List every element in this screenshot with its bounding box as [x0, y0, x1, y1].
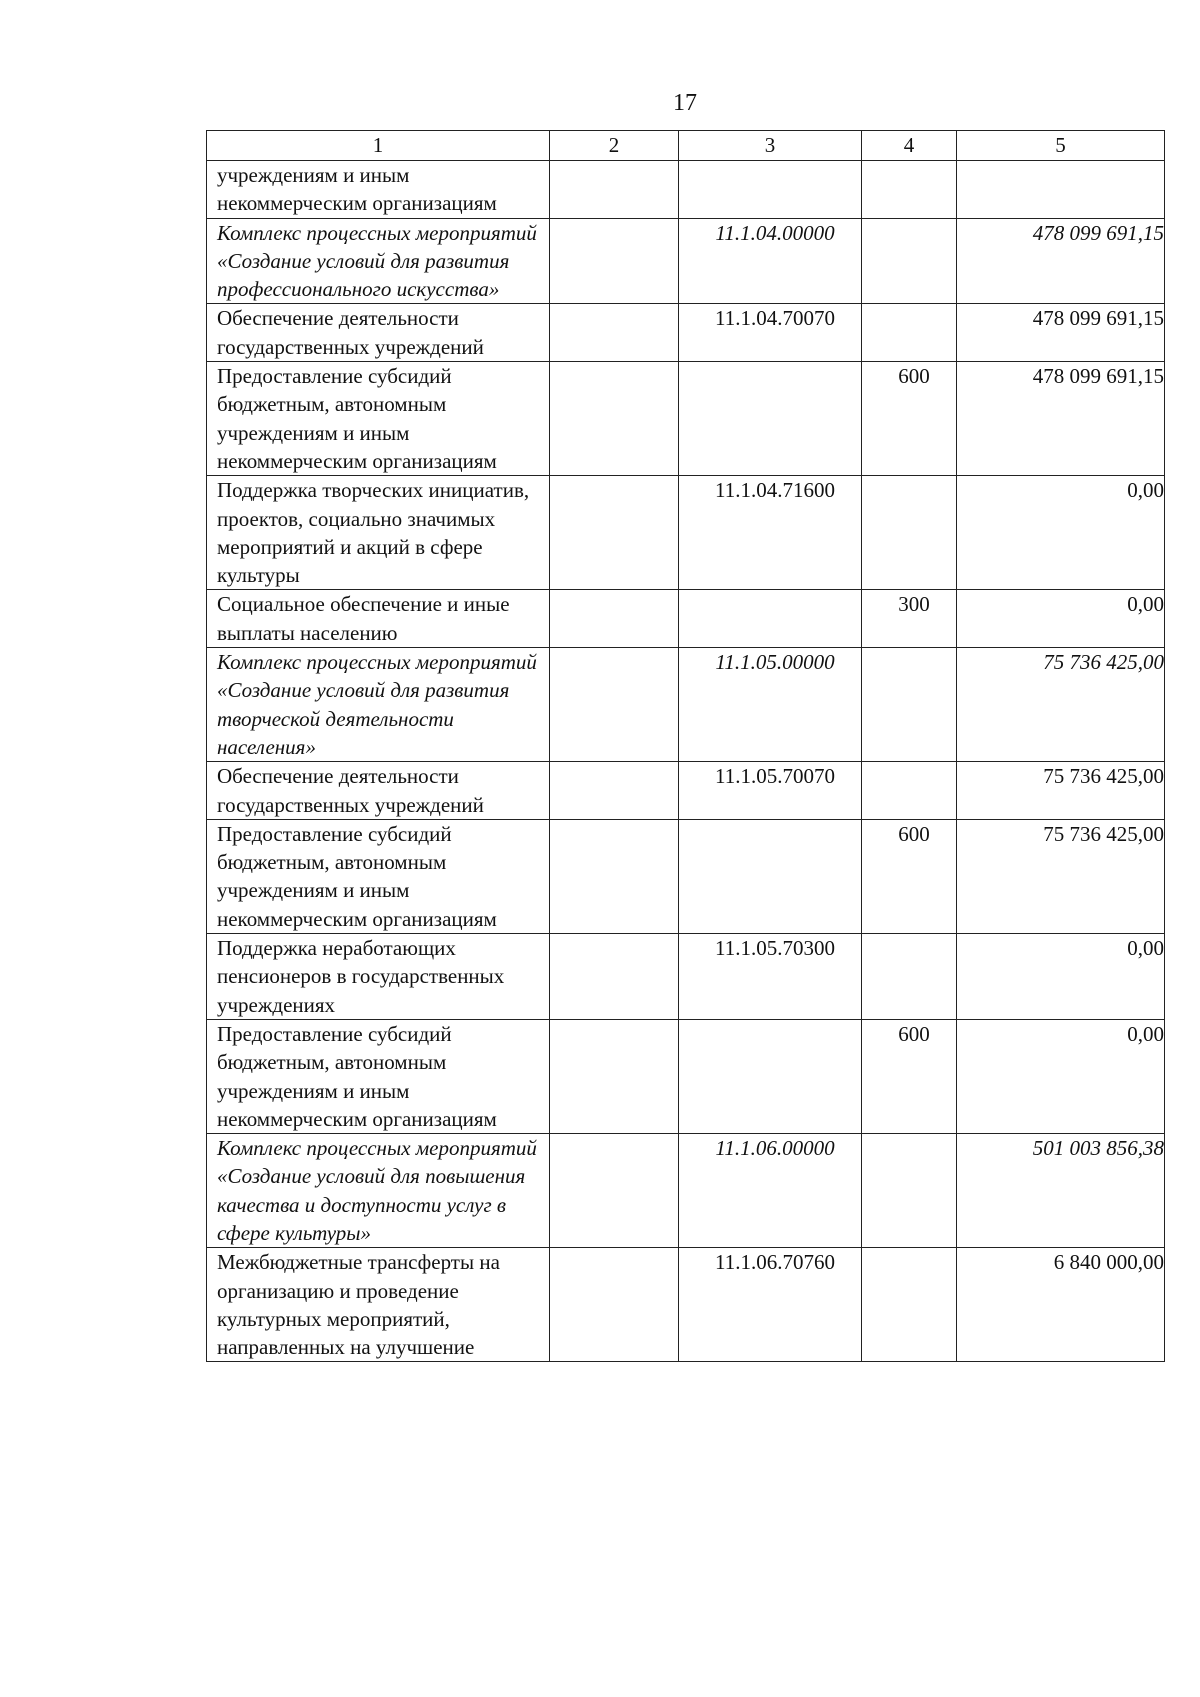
- row-code-cell: 11.1.06.70760: [679, 1248, 862, 1362]
- row-name-cell: Социальное обеспечение и иные выплаты населению: [207, 590, 550, 648]
- row-type-cell: 600: [862, 362, 957, 476]
- table-row: [207, 476, 1165, 590]
- row-col2-cell: [550, 590, 679, 648]
- row-sum-cell: 0,00: [957, 590, 1165, 648]
- row-code-cell: 11.1.05.70300: [679, 934, 862, 1020]
- row-code-cell: [679, 362, 862, 476]
- row-name-cell: Межбюджетные трансферты на организацию и проведение культурных мероприятий, направленных на улучшение: [207, 1248, 550, 1362]
- row-col2-cell: [550, 304, 679, 362]
- row-col2-cell: [550, 161, 679, 219]
- row-name-cell: Предоставление субсидий бюджетным, автономным учреждениям и иным некоммерческим организациям: [207, 819, 550, 933]
- row-code-cell: 11.1.04.00000: [679, 218, 862, 304]
- row-code-cell: 11.1.05.00000: [679, 648, 862, 762]
- row-type-cell: 300: [862, 590, 957, 648]
- row-sum-cell: 75 736 425,00: [957, 819, 1165, 933]
- table-row: [207, 161, 1165, 219]
- row-sum-cell: 478 099 691,15: [957, 304, 1165, 362]
- row-code-cell: 11.1.04.71600: [679, 476, 862, 590]
- row-code-cell: 11.1.05.70070: [679, 762, 862, 820]
- table-row: [207, 819, 1165, 933]
- row-code-cell: [679, 819, 862, 933]
- table-row: [207, 1248, 1165, 1362]
- table-body: [207, 161, 1165, 1362]
- row-sum-cell: 478 099 691,15: [957, 218, 1165, 304]
- row-col2-cell: [550, 218, 679, 304]
- row-name-cell: учреждениям и иным некоммерческим организациям: [207, 161, 550, 219]
- table-row: [207, 304, 1165, 362]
- row-type-cell: [862, 304, 957, 362]
- header-col-1: 1: [207, 131, 550, 161]
- row-col2-cell: [550, 819, 679, 933]
- row-type-cell: 600: [862, 819, 957, 933]
- header-col-4: 4: [862, 131, 957, 161]
- row-col2-cell: [550, 1019, 679, 1133]
- row-name-cell: Предоставление субсидий бюджетным, автономным учреждениям и иным некоммерческим организациям: [207, 1019, 550, 1133]
- row-code-cell: 11.1.04.70070: [679, 304, 862, 362]
- row-type-cell: [862, 934, 957, 1020]
- table-row: [207, 362, 1165, 476]
- row-col2-cell: [550, 476, 679, 590]
- row-type-cell: 600: [862, 1019, 957, 1133]
- table-row: [207, 590, 1165, 648]
- row-type-cell: [862, 161, 957, 219]
- header-col-2: 2: [550, 131, 679, 161]
- row-type-cell: [862, 476, 957, 590]
- row-type-cell: [862, 762, 957, 820]
- row-name-cell: Предоставление субсидий бюджетным, автономным учреждениям и иным некоммерческим организациям: [207, 362, 550, 476]
- row-col2-cell: [550, 362, 679, 476]
- table-row: [207, 648, 1165, 762]
- row-code-cell: 11.1.06.00000: [679, 1134, 862, 1248]
- row-sum-cell: 478 099 691,15: [957, 362, 1165, 476]
- row-type-cell: [862, 1248, 957, 1362]
- row-name-cell: Комплекс процессных мероприятий «Создание условий для развития творческой деятельности населения»: [207, 648, 550, 762]
- row-sum-cell: 6 840 000,00: [957, 1248, 1165, 1362]
- row-name-cell: Поддержка творческих инициатив, проектов, социально значимых мероприятий и акций в сфере культуры: [207, 476, 550, 590]
- row-sum-cell: 501 003 856,38: [957, 1134, 1165, 1248]
- table-row: [207, 1019, 1165, 1133]
- table-row: [207, 218, 1165, 304]
- row-code-cell: [679, 161, 862, 219]
- budget-table: [206, 130, 1165, 1362]
- row-sum-cell: 0,00: [957, 476, 1165, 590]
- table-row: [207, 934, 1165, 1020]
- row-sum-cell: 75 736 425,00: [957, 648, 1165, 762]
- row-type-cell: [862, 648, 957, 762]
- row-name-cell: Комплекс процессных мероприятий «Создание условий для повышения качества и доступности услуг в сфере культуры»: [207, 1134, 550, 1248]
- row-code-cell: [679, 590, 862, 648]
- row-type-cell: [862, 1134, 957, 1248]
- header-col-5: 5: [957, 131, 1165, 161]
- row-name-cell: Комплекс процессных мероприятий «Создание условий для развития профессионального искусства»: [207, 218, 550, 304]
- row-type-cell: [862, 218, 957, 304]
- table-row: [207, 1134, 1165, 1248]
- row-col2-cell: [550, 648, 679, 762]
- table-header-row: [207, 131, 1165, 161]
- row-code-cell: [679, 1019, 862, 1133]
- row-col2-cell: [550, 762, 679, 820]
- row-name-cell: Поддержка неработающих пенсионеров в государственных учреждениях: [207, 934, 550, 1020]
- row-name-cell: Обеспечение деятельности государственных учреждений: [207, 304, 550, 362]
- table-row: [207, 762, 1165, 820]
- row-col2-cell: [550, 1134, 679, 1248]
- header-col-3: 3: [679, 131, 862, 161]
- row-sum-cell: 0,00: [957, 934, 1165, 1020]
- row-col2-cell: [550, 1248, 679, 1362]
- row-name-cell: Обеспечение деятельности государственных учреждений: [207, 762, 550, 820]
- row-sum-cell: [957, 161, 1165, 219]
- row-sum-cell: 0,00: [957, 1019, 1165, 1133]
- row-col2-cell: [550, 934, 679, 1020]
- page-number: 17: [673, 90, 697, 116]
- row-sum-cell: 75 736 425,00: [957, 762, 1165, 820]
